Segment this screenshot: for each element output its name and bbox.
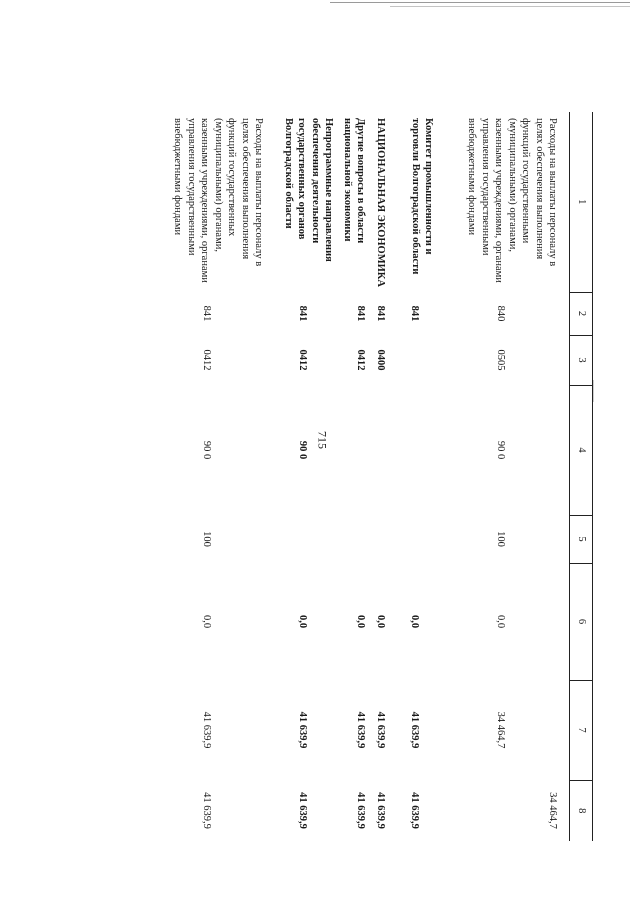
row-section-code: 0412 — [355, 349, 366, 371]
column-header: 8 — [570, 780, 593, 841]
row-expense-type — [371, 515, 393, 563]
row-value-6: 0,0 — [201, 614, 212, 629]
column-header: 5 — [570, 515, 593, 563]
page-number: 715 — [315, 431, 330, 449]
row-ministry-code: 841 — [375, 305, 386, 322]
row-target-code: 90 0 — [297, 440, 308, 460]
row-value-6: 0,0 — [355, 614, 366, 629]
row-section-code: 0505 — [495, 349, 506, 371]
table-row — [265, 112, 335, 841]
row-expense-type — [265, 515, 335, 563]
row-section-code: 0412 — [201, 349, 212, 371]
column-header: 7 — [570, 680, 593, 780]
row-value-7: 41 639,9 — [201, 711, 212, 749]
row-value-8: 41 639,9 — [409, 792, 420, 829]
row-name: Расходы на выплаты персоналу в целях обеспечения выполнения функций государственными (муниципальными) органами, казенными учреждениями, органами управления государственными внебюджетными фондами — [466, 118, 558, 283]
row-target-code: 90 0 — [495, 440, 506, 460]
row-target-code: 90 0 — [201, 440, 212, 460]
row-section-code: 0400 — [375, 349, 386, 371]
row-value-6: 0,0 — [297, 614, 308, 629]
row-expense-type: 100 — [495, 531, 506, 547]
row-value-8: 34 464,7 — [547, 792, 558, 829]
table-row — [135, 112, 265, 841]
row-section-code: 0412 — [297, 349, 308, 371]
row-value-7: 34 464,7 — [495, 711, 506, 749]
row-expense-type — [335, 515, 371, 563]
table-row — [435, 112, 559, 841]
row-name: Непрограммные направления обеспечения деятельности государственных органов Волгоградской области — [282, 118, 334, 262]
column-header: 6 — [570, 563, 593, 680]
table-spacer-row — [559, 112, 570, 841]
row-value-8: 41 639,9 — [375, 792, 386, 829]
row-ministry-code: 841 — [297, 305, 308, 322]
row-value-6: 0,0 — [495, 614, 506, 629]
row-ministry-code: 841 — [409, 305, 420, 322]
table-row — [393, 112, 435, 841]
row-expense-type — [393, 515, 435, 563]
column-header: 3 — [570, 335, 593, 385]
row-value-6: 0,0 — [375, 614, 386, 629]
scan-mark — [593, 380, 594, 402]
scan-edge-line — [390, 6, 630, 7]
budget-table — [135, 112, 593, 841]
column-header: 4 — [570, 385, 593, 515]
row-name: Комитет промышленности и торговли Волгоградской области — [409, 118, 434, 275]
row-target-code — [335, 385, 371, 515]
row-value-7: 41 639,9 — [297, 711, 308, 749]
scan-edge-line — [330, 2, 630, 3]
row-value-8: 41 639,9 — [355, 792, 366, 829]
row-name: НАЦИОНАЛЬНАЯ ЭКОНОМИКА — [375, 118, 386, 287]
column-header: 1 — [570, 112, 593, 292]
row-name: Другие вопросы в области национальной экономики — [341, 118, 366, 244]
column-header: 2 — [570, 292, 593, 335]
row-value-6: 0,0 — [409, 614, 420, 629]
table-header-row — [570, 112, 593, 841]
row-value-7: 41 639,9 — [409, 711, 420, 749]
row-value-8: 41 639,9 — [297, 792, 308, 829]
row-value-7: 41 639,9 — [375, 711, 386, 749]
row-ministry-code: 840 — [495, 305, 506, 322]
row-ministry-code: 841 — [201, 305, 212, 322]
row-ministry-code: 841 — [355, 305, 366, 322]
table-row — [335, 112, 371, 841]
row-section-code — [393, 335, 435, 385]
row-value-7: 41 639,9 — [355, 711, 366, 749]
table-row — [371, 112, 393, 841]
row-expense-type: 100 — [201, 531, 212, 547]
row-name: Расходы на выплаты персоналу в целях обеспечения выполнения функций государственных (муниципальными) органами, казенными учреждениями, органами управления государственными внебюджетными фондами — [172, 118, 264, 283]
budget-table-container — [61, 112, 593, 841]
row-target-code — [393, 385, 435, 515]
row-value-8: 41 639,9 — [201, 792, 212, 829]
row-target-code — [371, 385, 393, 515]
